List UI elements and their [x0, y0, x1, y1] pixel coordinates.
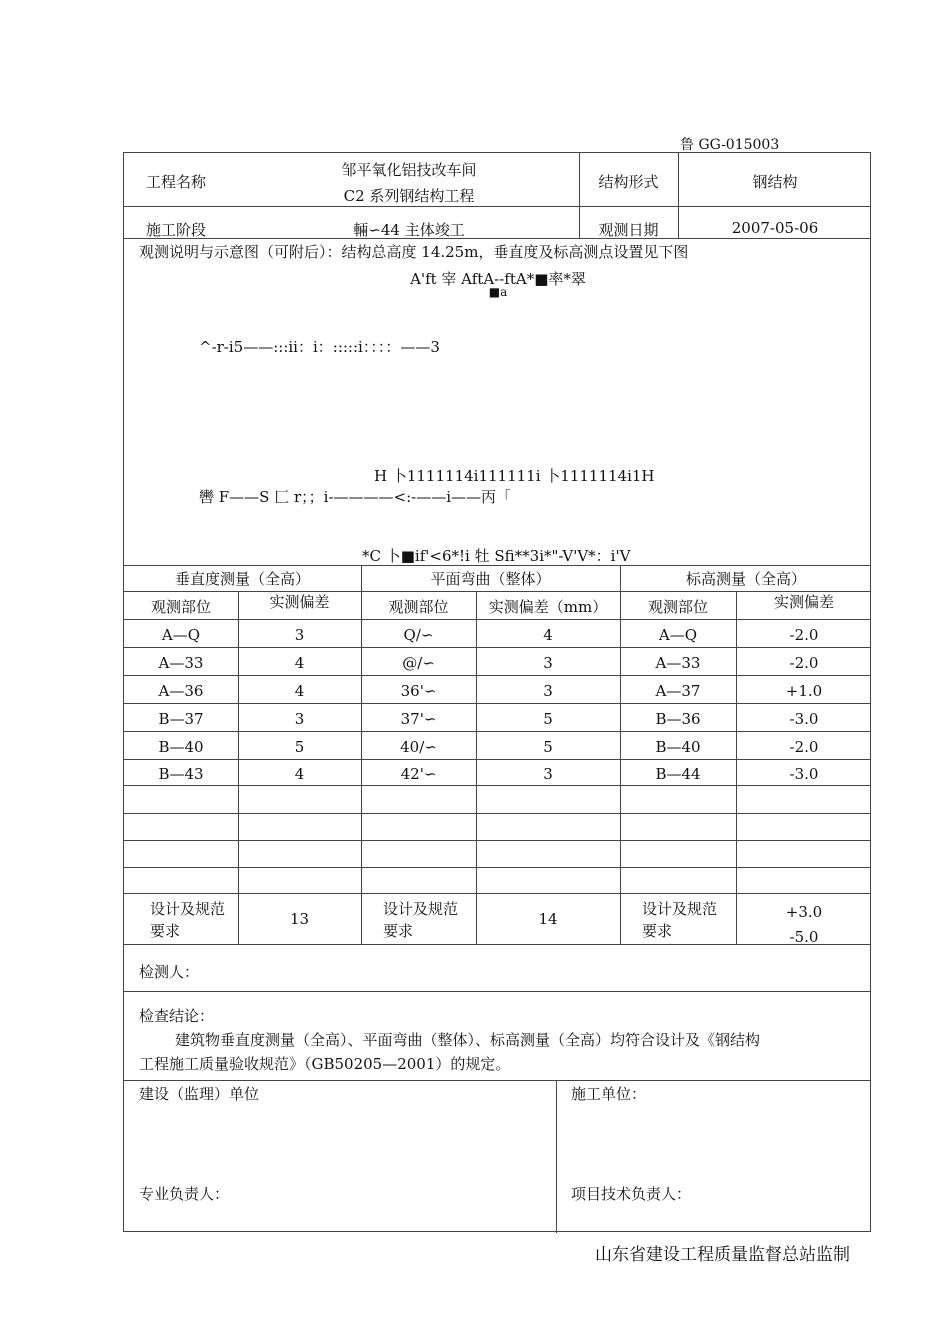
row3-position-2: 36'∽ — [400, 682, 437, 700]
owner-responsible-label: 专业负责人： — [139, 1185, 230, 1203]
row2-deviation-2: 3 — [543, 654, 553, 672]
diagram-line2: ■a — [488, 285, 508, 299]
group-header-bending: 平面弯曲（整体） — [430, 569, 551, 588]
row4-deviation-2: 5 — [543, 710, 553, 728]
col-header-deviation-3: 实测偏差 — [773, 592, 834, 611]
row4-deviation-3: -3.0 — [789, 710, 819, 728]
row3-deviation-2: 3 — [543, 682, 553, 700]
conclusion-label: 检查结论： — [139, 1007, 215, 1025]
stage-label: 施工阶段 — [146, 221, 207, 239]
row2-position-1: A—33 — [158, 654, 204, 672]
row2-position-3: A—33 — [655, 654, 701, 672]
row1-deviation-3: -2.0 — [789, 626, 819, 644]
row3-deviation-3: +1.0 — [785, 682, 823, 700]
conclusion-text-line2: 工程施工质量验收规范》（GB50205—2001）的规定。 — [139, 1055, 511, 1073]
row1-position-2: Q/∽ — [403, 626, 434, 644]
row3-deviation-1: 4 — [294, 682, 305, 700]
row5-position-3: B—40 — [655, 738, 701, 756]
row5-deviation-2: 5 — [543, 738, 553, 756]
row6-deviation-1: 4 — [294, 765, 305, 783]
col-header-position-3: 观测部位 — [647, 597, 708, 616]
spec-label-1: 设计及规范要求 — [150, 900, 226, 940]
row4-deviation-1: 3 — [294, 710, 305, 728]
row2-position-2: @/∽ — [402, 654, 435, 672]
structure-label: 结构形式 — [598, 173, 659, 191]
issuer-footer: 山东省建设工程质量监督总站监制 — [595, 1245, 850, 1265]
diagram-line5: 轡 F——S 匚 r；；i-————<:-——i——丙「 — [199, 488, 512, 506]
row4-position-1: B—37 — [158, 710, 204, 728]
spec-value-3b: -5.0 — [789, 928, 819, 946]
structure-value: 钢结构 — [752, 173, 798, 191]
observation-form — [123, 152, 871, 1232]
row2-deviation-3: -2.0 — [789, 654, 819, 672]
row1-deviation-2: 4 — [543, 626, 553, 644]
row5-position-2: 40/∽ — [400, 738, 437, 756]
diagram-description: 观测说明与示意图（可附后）：结构总高度 14.25m，垂直度及标高测点设置见下图 — [139, 243, 689, 261]
row5-deviation-1: 5 — [294, 738, 305, 756]
diagram-line1: A'ft 宰 AftA--ftA*■率*翠 — [410, 270, 586, 288]
date-label: 观测日期 — [598, 221, 659, 239]
project-name-label: 工程名称 — [146, 173, 207, 191]
row2-deviation-1: 4 — [294, 654, 305, 672]
project-name-line1: 邹平氧化铝技改车间 — [341, 161, 477, 179]
spec-label-3: 设计及规范要求 — [642, 900, 718, 940]
row5-position-1: B—40 — [158, 738, 204, 756]
col-header-deviation-2: 实测偏差（mm） — [488, 597, 608, 616]
row6-position-3: B—44 — [655, 765, 701, 783]
diagram-line3: ^-r-i5——:::ii：i：:::::i：：：：——3 — [199, 338, 440, 356]
spec-value-3a: +3.0 — [785, 903, 823, 921]
group-header-verticality: 垂直度测量（全高） — [174, 569, 310, 588]
row6-position-1: B—43 — [158, 765, 204, 783]
row6-position-2: 42'∽ — [400, 765, 437, 783]
row5-deviation-3: -2.0 — [789, 738, 819, 756]
row3-position-1: A—36 — [158, 682, 204, 700]
date-value: 2007-05-06 — [731, 219, 819, 237]
col-header-position-1: 观测部位 — [150, 597, 211, 616]
project-name-line2: C2 系列钢结构工程 — [343, 187, 475, 205]
diagram-line4: H 卜1111114i111111i 卜1111114i1H — [374, 467, 655, 485]
spec-label-2: 设计及规范要求 — [383, 900, 459, 940]
row6-deviation-2: 3 — [543, 765, 553, 783]
row4-position-3: B—36 — [655, 710, 701, 728]
row4-position-2: 37'∽ — [400, 710, 437, 728]
contractor-unit-label: 施工单位： — [571, 1085, 647, 1103]
row1-deviation-1: 3 — [294, 626, 305, 644]
spec-value-2: 14 — [538, 909, 558, 928]
row3-position-3: A—37 — [655, 682, 701, 700]
row1-position-3: A—Q — [658, 626, 698, 644]
spec-value-1: 13 — [289, 909, 310, 928]
owner-unit-label: 建设（监理）单位 — [139, 1085, 260, 1103]
form-code: 鲁 GG-015003 — [680, 137, 780, 153]
conclusion-text-line1: 建筑物垂直度测量（全高）、平面弯曲（整体）、标高测量（全高）均符合设计及《钢结构 — [175, 1031, 761, 1049]
row6-deviation-3: -3.0 — [789, 765, 819, 783]
stage-value: 輛∽44 主体竣工 — [353, 221, 465, 239]
col-header-position-2: 观测部位 — [388, 597, 449, 616]
col-header-deviation-1: 实测偏差 — [269, 592, 330, 611]
row1-position-1: A—Q — [161, 626, 201, 644]
diagram-line6: *C 卜■if'<6*!i 牡 Sfi**3i*"-V'V*：i'V — [362, 547, 631, 565]
group-header-elevation: 标高测量（全高） — [685, 569, 806, 588]
contractor-responsible-label: 项目技术负责人： — [571, 1185, 692, 1203]
inspector-label: 检测人： — [139, 963, 200, 981]
